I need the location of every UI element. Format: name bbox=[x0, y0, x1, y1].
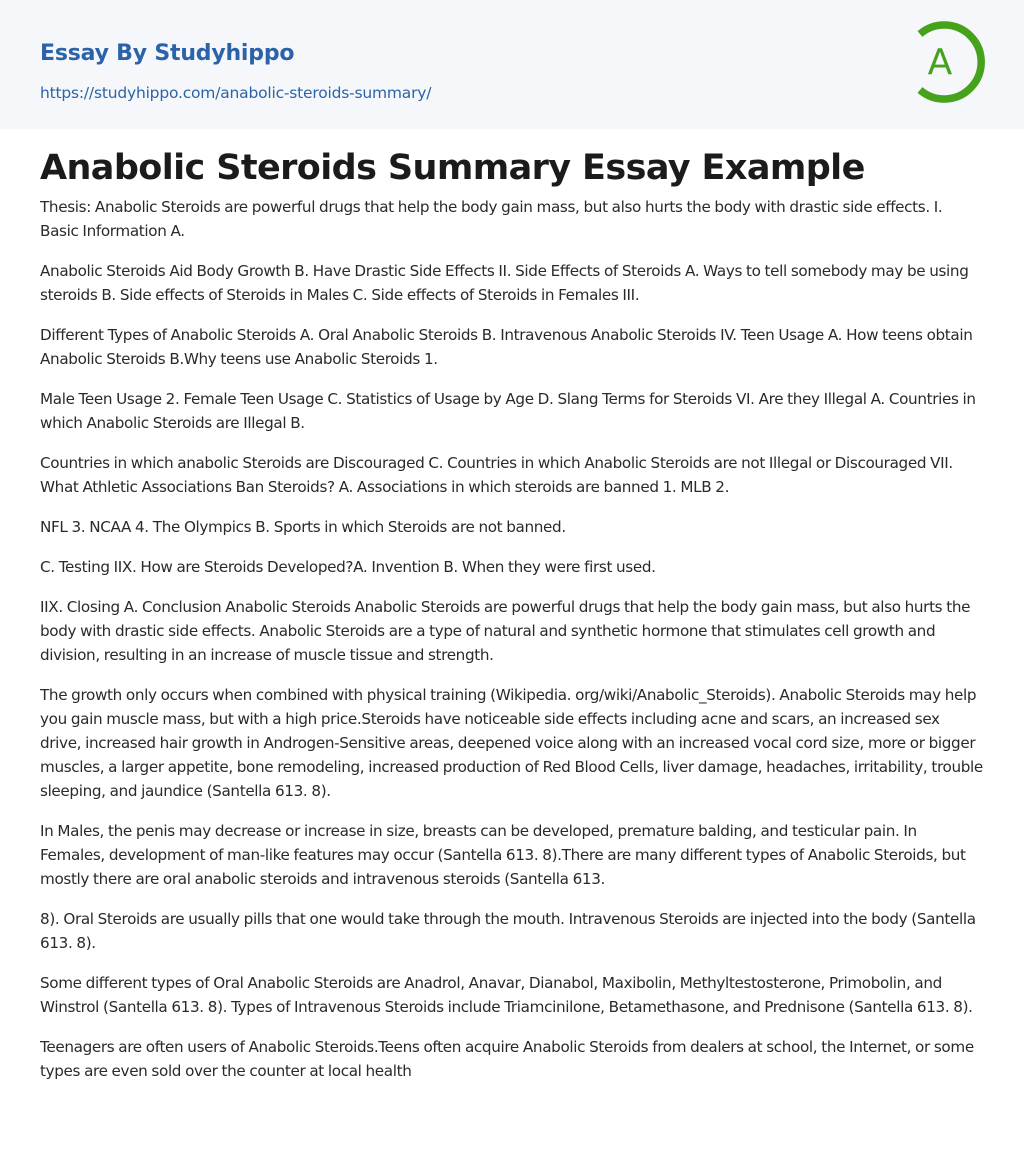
essay-paragraph: In Males, the penis may decrease or increase in size, breasts can be developed, premature balding, and testicular pain. In Females, development of man-like features may occur (Santella 613. 8).There are many different types of Anabolic Steroids, but mostly there are oral anabolic steroids and intravenous steroids (Santella 613. bbox=[40, 822, 966, 888]
page-title: Anabolic Steroids Summary Essay Example bbox=[40, 148, 865, 188]
essay-content bbox=[0, 146, 1024, 1083]
essay-paragraph: NFL 3. NCAA 4. The Olympics B. Sports in which Steroids are not banned. bbox=[40, 518, 566, 536]
essay-paragraph: Anabolic Steroids Aid Body Growth B. Have Drastic Side Effects II. Side Effects of Steroids A. Ways to tell somebody may be using steroids B. Side effects of Steroids in Males C. Side effects of Steroids in Females III. bbox=[40, 262, 969, 304]
essay-paragraph: Male Teen Usage 2. Female Teen Usage C. Statistics of Usage by Age D. Slang Terms for Steroids VI. Are they Illegal A. Countries in which Anabolic Steroids are Illegal B. bbox=[40, 390, 976, 432]
source-url-link[interactable]: https://studyhippo.com/anabolic-steroids-summary/ bbox=[40, 84, 432, 102]
essay-paragraph: Thesis: Anabolic Steroids are powerful drugs that help the body gain mass, but also hurts the body with drastic side effects. I. Basic Information A. bbox=[40, 198, 943, 240]
studyhippo-logo-icon[interactable] bbox=[912, 18, 988, 106]
essay-paragraph: Countries in which anabolic Steroids are Discouraged C. Countries in which Anabolic Steroids are not Illegal or Discouraged VII. What Athletic Associations Ban Steroids? A. Associations in which steroids are banned 1. MLB 2. bbox=[40, 454, 953, 496]
essay-paragraph: Different Types of Anabolic Steroids A. Oral Anabolic Steroids B. Intravenous Anabolic Steroids IV. Teen Usage A. How teens obtain Anabolic Steroids B.Why teens use Anabolic Steroids 1. bbox=[40, 326, 973, 368]
essay-paragraph: IIX. Closing A. Conclusion Anabolic Steroids Anabolic Steroids are powerful drugs that help the body gain mass, but also hurts the body with drastic side effects. Anabolic Steroids are a type of natural and synthetic hormone that stimulates cell growth and division, resulting in an increase of muscle tissue and strength. bbox=[40, 598, 971, 664]
site-header bbox=[0, 0, 1024, 129]
essay-paragraph: The growth only occurs when combined with physical training (Wikipedia. org/wiki/Anabolic_Steroids). Anabolic Steroids may help you gain muscle mass, but with a high price.Steroids have noticeable side effects including acne and scars, an increased sex drive, increased hair growth in Androgen-Sensitive areas, deepened voice along with an increased vocal cord size, more or bigger muscles, a larger appetite, bone remodeling, increased production of Red Blood Cells, liver damage, headaches, irritability, trouble sleeping, and jaundice (Santella 613. 8). bbox=[40, 686, 983, 800]
essay-paragraph: Teenagers are often users of Anabolic Steroids.Teens often acquire Anabolic Steroids from dealers at school, the Internet, or some types are even sold over the counter at local health bbox=[40, 1038, 974, 1080]
site-title[interactable]: Essay By Studyhippo bbox=[40, 41, 295, 66]
essay-paragraph: Some different types of Oral Anabolic Steroids are Anadrol, Anavar, Dianabol, Maxibolin, Methyltestosterone, Primobolin, and Winstrol (Santella 613. 8). Types of Intravenous Steroids include Triamcinilone, Betamethasone, and Prednisone (Santella 613. 8). bbox=[40, 974, 973, 1016]
essay-paragraph: C. Testing IIX. How are Steroids Developed?A. Invention B. When they were first used. bbox=[40, 558, 656, 576]
logo-letter: A bbox=[927, 42, 953, 83]
essay-paragraph: 8). Oral Steroids are usually pills that one would take through the mouth. Intravenous Steroids are injected into the body (Santella 613. 8). bbox=[40, 910, 976, 952]
